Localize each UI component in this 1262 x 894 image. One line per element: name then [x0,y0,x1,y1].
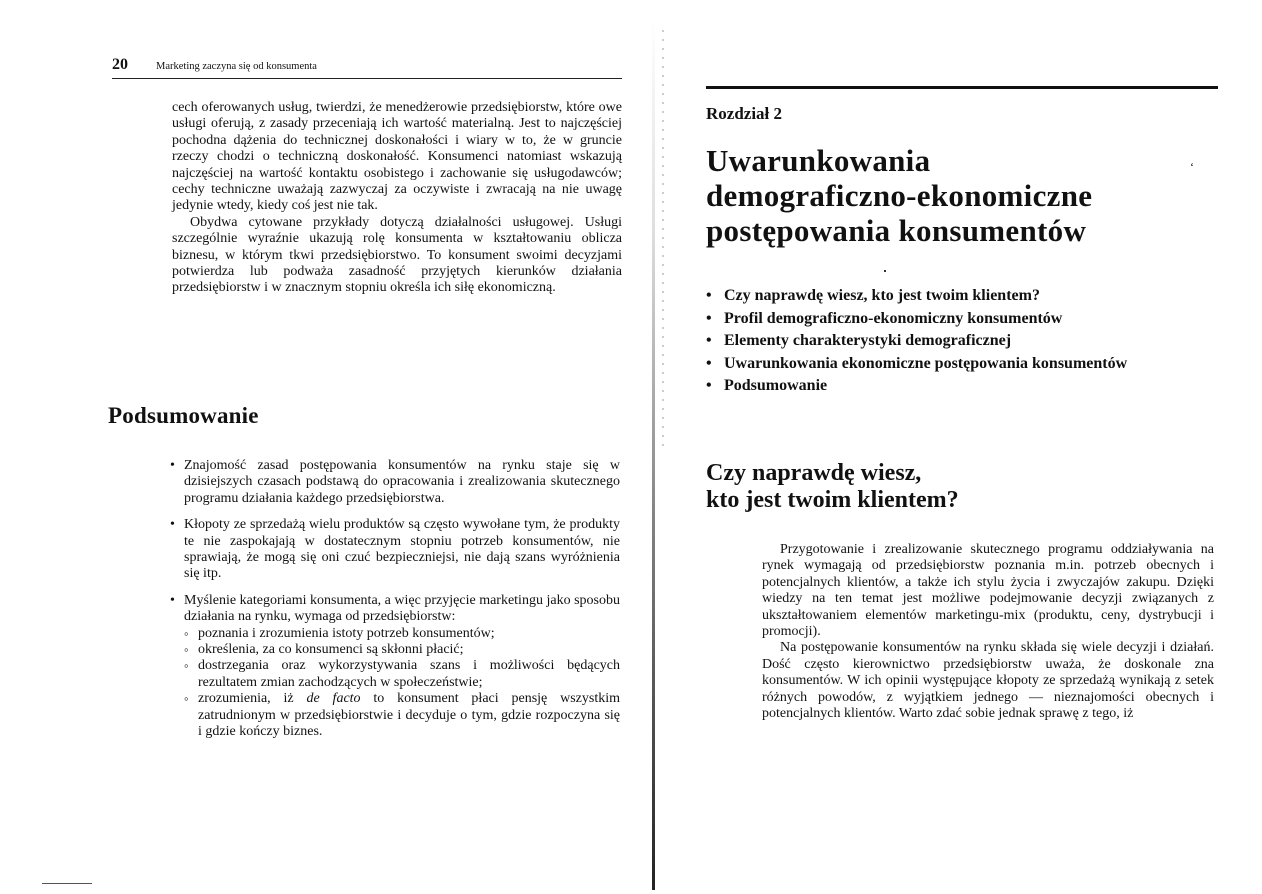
chapter-title-line: demograficzno-ekonomiczne [706,178,1093,213]
right-page [652,0,1262,894]
sub-bullet: ◦ dostrzegania oraz wykorzystywania szans i możliwości będących rezultatem zmian zachodzących w społeczeństwie; [184,658,620,691]
chapter-contents-list [706,285,1226,398]
sub-bullet: ◦ poznania i zrozumienia istoty potrzeb konsumentów; [184,626,620,642]
sub-bullet-text: to konsument płaci pensję wszystkim zatrudnionym w przedsiębiorstwie i decyduje o tym, gdzie rozpoczyna się i gdzie kończy biznes. [198,691,620,740]
paragraph: cech oferowanych usług, twierdzi, że menedżerowie przedsiębiorstw, które owe usługi oferują, z zasady przeceniają ich wartość materialną. Jest to najczęściej pochodna dążenia do technicznej doskonałości i wiary w to, że w gruncie rzeczy chodzi o techniczną doskonałość. Konsumenci natomiast wskazują najczęściej na wartość kontaktu osobistego i zachowanie się usługodawców; cechy techniczne uważają zazwyczaj za oczywiste i zwracają na nie uwagę jedynie wtedy, kiedy coś jest nie tak. [172,100,622,214]
summary-bullet: • Znajomość zasad postępowania konsumentów na rynku staje się w dzisiejszych czasach podstawą do opracowania i zrealizowania skutecznego programu działania każdego przedsiębiorstwa. [170,458,620,507]
running-head [112,56,622,79]
summary-heading: Podsumowanie [108,403,259,428]
section-heading-line: kto jest twoim klientem? [706,487,959,513]
chapter-label: Rozdział 2 [706,104,783,123]
page-number: 20 [112,56,128,73]
italic-term: de facto [306,691,361,707]
contents-item: • Podsumowanie [706,375,1226,398]
paragraph: Obydwa cytowane przykłady dotyczą działalności usługowej. Usługi szczególnie wyraźnie ukazują rolę konsumenta w kształtowaniu oblicza biznesu, w którym tkwi przedsiębiorstwo. To konsument swoimi decyzjami potwierdza lub podważa zasadność przyjętych kierunków działania przedsiębiorstw i w znacznym stopniu określa ich siłę ekonomiczną. [172,214,622,296]
contents-item: • Czy naprawdę wiesz, kto jest twoim klientem? [706,285,1226,308]
sub-bullet: ◦ określenia, za co konsumenci są skłonni płacić; [184,642,620,658]
summary-bullet-list [170,458,620,751]
contents-item: • Uwarunkowania ekonomiczne postępowania konsumentów [706,353,1226,376]
footer-rule [42,883,92,884]
stray-dot [884,270,886,272]
sub-bullet-list [184,626,620,741]
stray-mark: ‘ [1190,160,1194,174]
running-title: Marketing zaczyna się od konsumenta [156,61,317,72]
chapter-title-line: Uwarunkowania [706,143,931,178]
summary-bullet: • Kłopoty ze sprzedażą wielu produktów są często wywołane tym, że produkty te nie zaspokajają w dostatecznym stopniu potrzeb konsumentów, nie sprawiają, że mogą się oni czuć bezpieczniejsi, nie dają szans wyróżnienia się itp. [170,517,620,583]
chapter-top-rule [706,86,1218,89]
paragraph: Na postępowanie konsumentów na rynku składa się wiele decyzji i działań. Dość często kierownictwo przedsiębiorstw uważa, że doskonale zna konsumentów. W ich opinii występujące kłopoty ze sprzedażą wynikają z setek różnych powodów, z wyjątkiem jednego — nieznajomości obecnych i potencjalnych klientów. Warto zdać sobie jednak sprawę z tego, iż [762,640,1214,722]
sub-bullet [184,691,620,740]
continued-text [172,100,622,297]
summary-bullet [170,593,620,741]
summary-bullet-text: Myślenie kategoriami konsumenta, a więc przyjęcie marketingu jako sposobu działania na rynku, wymaga od przedsiębiorstw: [184,592,620,625]
sub-bullet-text: zrozumienia, iż [198,691,307,707]
section-heading [706,460,959,514]
contents-item: • Elementy charakterystyki demograficznej [706,330,1226,353]
paragraph: Przygotowanie i zrealizowanie skutecznego programu oddziaływania na rynek wymagają od przedsiębiorstw poznania m.in. potrzeb obecnych i potencjalnych klientów, a także ich stylu życia i zwyczajów zakupu. Dzięki wiedzy na ten temat jest możliwe podejmowanie decyzji związanych z ukształtowaniem elementów marketingu-mix (produktu, ceny, dystrybucji i promocji). [762,542,1214,640]
contents-item: • Profil demograficzno-ekonomiczny konsumentów [706,308,1226,331]
chapter-title-line: postępowania konsumentów [706,213,1087,248]
section-heading-line: Czy naprawdę wiesz, [706,460,922,486]
chapter-title [706,143,1092,248]
section-body [762,542,1214,722]
